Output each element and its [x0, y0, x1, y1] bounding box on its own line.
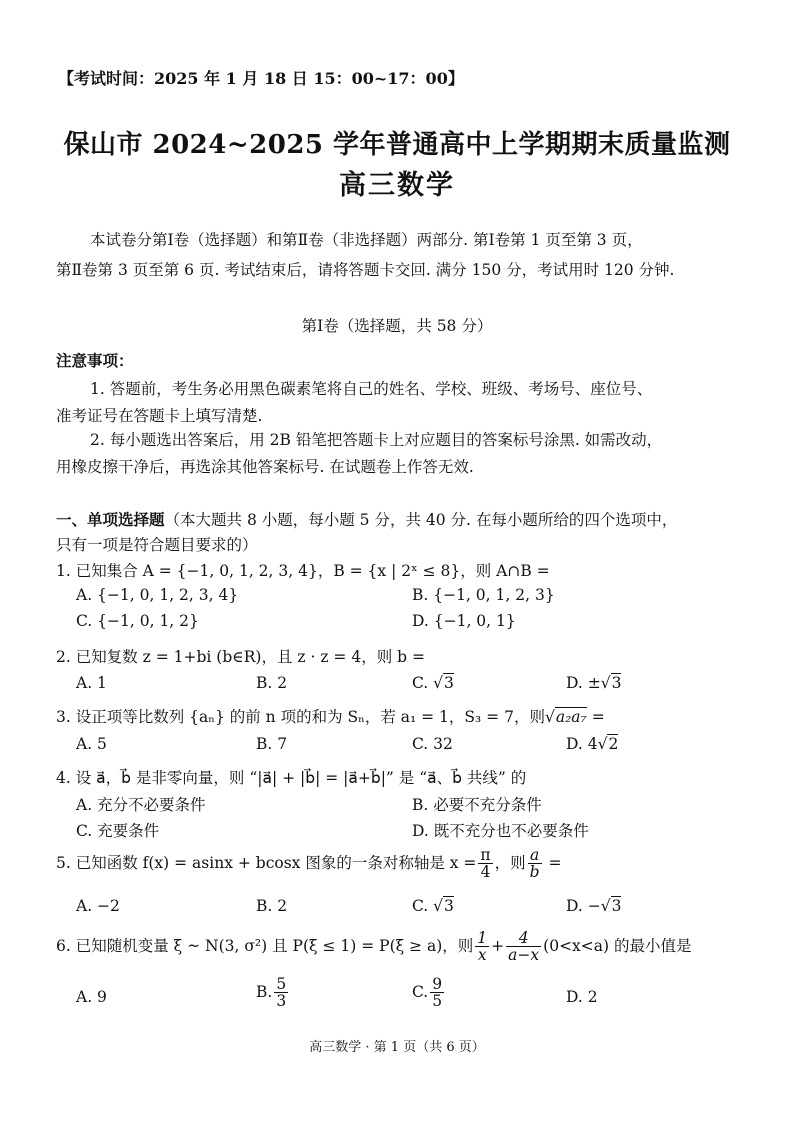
q6-option-c-num: 9	[432, 975, 443, 993]
q3-stem-text: 3. 设正项等比数列 {aₙ} 的前 n 项的和为 Sₙ，若 a₁ = 1，S₃ = 7，则	[56, 708, 545, 726]
q6-option-b-fraction	[274, 976, 288, 1010]
q6-stem	[56, 930, 692, 964]
q1-option-d: D. {−1, 0, 1}	[412, 612, 516, 630]
page-subtitle: 高三数学	[339, 170, 455, 201]
q4-option-a: A. 充分不必要条件	[76, 796, 206, 814]
q6-f1-den: x	[477, 946, 487, 965]
q6-fraction-2	[506, 930, 541, 964]
q2-option-c: C. √3	[412, 674, 454, 692]
q4-stem: 4. 设 a⃗，b⃗ 是非零向量，则 “|a⃗| + |b⃗| = |a⃗+b⃗|” 是 “a⃗、b⃗ 共线” 的	[56, 769, 527, 787]
q2-option-d-radicand: 3	[611, 674, 622, 692]
notes-line-1: 1. 答题前，考生务必用黑色碳素笔将自己的姓名、学校、班级、考场号、座位号、	[90, 380, 653, 398]
q4-option-c: C. 充要条件	[76, 822, 160, 840]
section1-desc-2: 只有一项是符合题目要求的）	[56, 536, 258, 554]
q6-f1-num: 1	[477, 929, 488, 947]
q6-fraction-1	[475, 930, 489, 964]
q3-option-b: B. 7	[256, 735, 288, 753]
q1-option-a: A. {−1, 0, 1, 2, 3, 4}	[76, 586, 239, 604]
q3-option-a: A. 5	[76, 735, 107, 753]
q5-stem-text: 5. 已知函数 f(x) = asinx + bcosx 图象的一条对称轴是 x =	[56, 853, 477, 872]
q6-plus: +	[491, 936, 505, 955]
q5-frac2-num: a	[528, 847, 542, 864]
q5-frac-num: π	[480, 846, 491, 864]
q2-option-c-label: C.	[412, 674, 429, 692]
q1-option-c: C. {−1, 0, 1, 2}	[76, 612, 199, 630]
q5-option-c-label: C.	[412, 897, 429, 915]
q2-option-a: A. 1	[76, 674, 107, 692]
q6-option-d: D. 2	[566, 988, 598, 1006]
q3-stem-radicand: a₂a₇	[555, 708, 587, 726]
q6-stem-text: 6. 已知随机变量 ξ ~ N(3, σ²) 且 P(ξ ≤ 1) = P(ξ ≥ a)，则	[56, 936, 474, 955]
q6-option-a: A. 9	[76, 988, 107, 1006]
notes-line-4: 用橡皮擦干净后，再选涂其他答案标号. 在试题卷上作答无效.	[56, 458, 474, 476]
intro-line-2: 第Ⅱ卷第 3 页至第 6 页. 考试结束后，请将答题卡交回. 满分 150 分，考试用时 120 分钟.	[56, 261, 675, 279]
q2-option-b: B. 2	[256, 674, 288, 692]
q6-option-c-fraction	[430, 976, 444, 1010]
intro-line-1: 本试卷分第Ⅰ卷（选择题）和第Ⅱ卷（非选择题）两部分. 第Ⅰ卷第 1 页至第 3 页，	[90, 231, 643, 249]
q6-option-b-num: 5	[276, 975, 287, 993]
q5-option-a: A. −2	[76, 897, 120, 915]
q5-stem-mid: ，则	[494, 853, 526, 872]
q5-option-b: B. 2	[256, 897, 288, 915]
q2-option-d-label: D. ±	[566, 674, 601, 692]
q2-option-d: D. ±√3	[566, 674, 622, 692]
q6-option-c-label: C.	[412, 982, 429, 1001]
q6-option-c-den: 5	[432, 992, 443, 1011]
exam-time: 【考试时间：2025 年 1 月 18 日 15：00~17：00】	[58, 69, 464, 88]
q5-option-c: C. √3	[412, 897, 454, 915]
q5-option-d: D. −√3	[566, 897, 622, 915]
section1-desc: （本大题共 8 小题，每小题 5 分，共 40 分. 在每小题所给的四个选项中，	[164, 511, 678, 529]
q1-stem: 1. 已知集合 A = {−1, 0, 1, 2, 3, 4}，B = {x | 2ˣ ≤ 8}，则 A∩B =	[56, 562, 550, 580]
q3-stem: 3. 设正项等比数列 {aₙ} 的前 n 项的和为 Sₙ，若 a₁ = 1，S₃ = 7，则√a₂a₇ =	[56, 708, 605, 726]
q3-option-d-radicand: 2	[608, 735, 619, 753]
q3-option-c: C. 32	[412, 735, 453, 753]
section1-heading: 一、单项选择题	[56, 510, 165, 529]
q5-option-d-label: D. −	[566, 897, 601, 915]
page-footer: 高三数学 · 第 1 页（共 6 页）	[309, 1040, 485, 1055]
q6-f2-num: 4	[506, 930, 541, 947]
notes-heading: 注意事项：	[56, 351, 134, 370]
q3-option-d: D. 4√2	[566, 735, 619, 753]
q5-option-c-radicand: 3	[444, 897, 454, 915]
q6-stem-end: (0<x<a) 的最小值是	[543, 936, 692, 955]
notes-line-3: 2. 每小题选出答案后，用 2B 铅笔把答题卡上对应题目的答案标号涂黑. 如需改动，	[90, 431, 663, 449]
q5-fraction	[478, 847, 492, 881]
q6-option-b	[256, 976, 290, 1010]
section1-header	[56, 508, 677, 530]
q5-option-d-radicand: 3	[611, 897, 622, 915]
q5-stem	[56, 847, 561, 881]
q3-option-d-label: D. 4	[566, 735, 598, 753]
q5-frac2-den: b	[529, 863, 540, 882]
q3-stem-end: =	[586, 708, 605, 726]
q5-frac-den: 4	[480, 863, 491, 882]
q6-option-b-label: B.	[256, 982, 273, 1001]
q5-stem-end: =	[543, 853, 562, 872]
q5-fraction-2	[528, 847, 542, 881]
page-title: 保山市 2024~2025 学年普通高中上学期期末质量监测	[63, 130, 731, 160]
q6-option-b-den: 3	[276, 992, 287, 1011]
q6-option-c	[412, 976, 446, 1010]
q2-stem: 2. 已知复数 z = 1+bi (b∈R)，且 z · z = 4，则 b =	[56, 648, 425, 666]
part1-title: 第Ⅰ卷（选择题，共 58 分）	[301, 317, 493, 335]
q2-option-c-radicand: 3	[444, 674, 454, 692]
notes-line-2: 准考证号在答题卡上填写清楚.	[56, 407, 263, 425]
q4-option-b: B. 必要不充分条件	[412, 796, 542, 814]
q6-f2-den: a−x	[508, 946, 540, 965]
q4-option-d: D. 既不充分也不必要条件	[412, 822, 589, 840]
q1-option-b: B. {−1, 0, 1, 2, 3}	[412, 586, 555, 604]
